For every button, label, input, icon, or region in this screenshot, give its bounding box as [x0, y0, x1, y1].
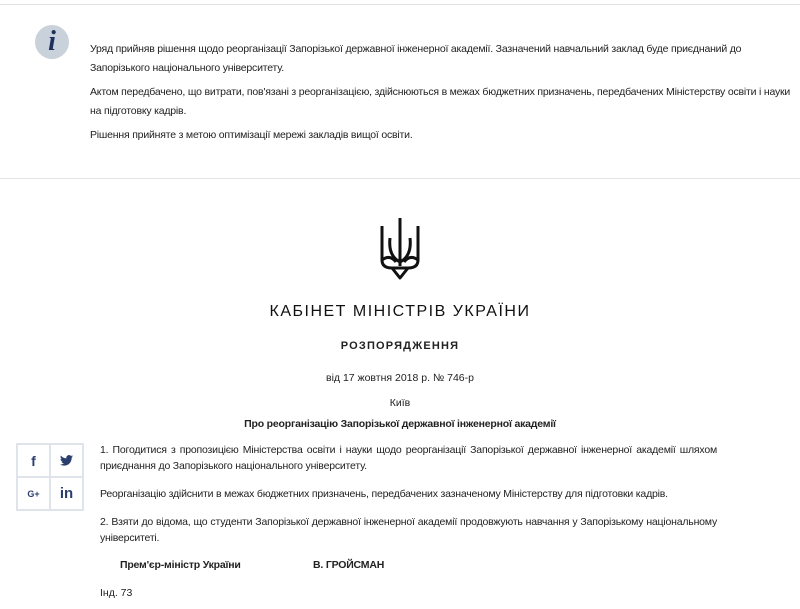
googleplus-share-button[interactable] — [17, 477, 50, 510]
body-paragraph: Реорганізацію здійснити в межах бюджетних призначень, передбачених зазначеному Міністерству для підготовки кадрів. — [100, 488, 668, 500]
summary-paragraph: Рішення прийняте з метою оптимізації мережі закладів вищої освіти. — [90, 129, 413, 141]
signer-title: Прем'єр-міністр України — [120, 559, 241, 571]
info-icon: i — [35, 25, 69, 59]
googleplus-icon: G+ — [27, 488, 40, 499]
linkedin-icon: in — [59, 485, 74, 502]
document-body — [100, 442, 717, 558]
share-panel — [16, 443, 84, 511]
facebook-share-button[interactable] — [17, 444, 50, 477]
linkedin-share-button[interactable] — [50, 477, 83, 510]
twitter-icon — [60, 455, 73, 466]
facebook-icon: f — [31, 452, 36, 469]
document-title: Про реорганізацію Запорізької державної інженерної академії — [244, 418, 556, 430]
document-type: РОЗПОРЯДЖЕННЯ — [340, 340, 460, 352]
document-index: Інд. 73 — [100, 587, 133, 599]
twitter-share-button[interactable] — [50, 444, 83, 477]
document-city: Київ — [389, 397, 411, 409]
issuer-heading: КАБІНЕТ МІНІСТРІВ УКРАЇНИ — [269, 303, 531, 320]
signer-name: В. ГРОЙСМАН — [313, 559, 385, 571]
top-divider — [0, 4, 800, 5]
summary-paragraph: Актом передбачено, що витрати, пов'язані з реорганізацією, здійснюються в межах бюджетних призначень, передбачених Міністерству освіти і науки на підготовку кадрів. — [90, 86, 791, 117]
document-date: від 17 жовтня 2018 р. № 746-р — [326, 372, 474, 384]
body-paragraph: 1. Погодитися з пропозицією Міністерства освіти і науки щодо реорганізації Запорізької державної інженерної академії шляхом приєднання до Запорізького національного університету. — [100, 444, 717, 472]
summary-box — [90, 40, 800, 150]
coat-of-arms-trident-icon — [378, 216, 422, 282]
body-paragraph: 2. Взяти до відома, що студенти Запорізької державної інженерної академії продовжують навчання у Запорізькому національному університеті. — [100, 516, 717, 544]
section-divider — [0, 178, 800, 179]
summary-paragraph: Уряд прийняв рішення щодо реорганізації Запорізької державної інженерної академії. Зазначений навчальний заклад буде приєднаний до Запорізького національного університету. — [90, 43, 742, 74]
